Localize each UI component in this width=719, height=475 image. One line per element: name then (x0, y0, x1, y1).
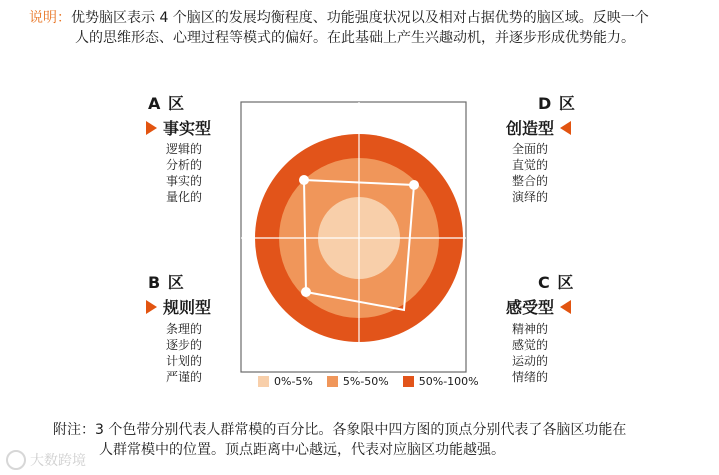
legend-item (258, 375, 313, 388)
zone-b-desc: 条理的逐步的计划的严谨的 (166, 322, 203, 384)
zone-c-code: C 区 (538, 273, 575, 292)
vertex-d (409, 180, 419, 190)
zone-d-code: D 区 (538, 94, 576, 113)
zone-c-type: 感受型 (506, 298, 555, 317)
legend-label: 50%-100% (418, 375, 479, 388)
legend-swatch (403, 376, 414, 387)
zone-a-desc: 逻辑的分析的事实的量化的 (166, 142, 203, 204)
note-label: 附注： (53, 422, 95, 438)
zone-b-code: B 区 (148, 273, 185, 292)
legend-label: 0%-5% (274, 375, 313, 388)
legend-swatch (258, 376, 269, 387)
zone-a-code: A 区 (148, 94, 185, 113)
zone-a-type: 事实型 (163, 119, 212, 138)
intro-line2: 人的思维形态、心理过程等模式的偏好。在此基础上产生兴趣动机，并逐步形成优势能力。 (75, 30, 635, 46)
legend-item (403, 375, 479, 388)
intro-label: 说明： (29, 10, 71, 26)
footnote (53, 420, 693, 460)
watermark-logo-icon (6, 450, 26, 470)
legend-item (327, 375, 389, 388)
zone-d-type: 创造型 (506, 119, 555, 138)
vertex-a (299, 175, 309, 185)
zone-c-desc: 精神的感觉的运动的情绪的 (512, 322, 549, 384)
zone-b-type: 规则型 (163, 298, 212, 317)
watermark (6, 450, 86, 470)
zone-d-desc: 全面的直觉的整合的演绎的 (512, 142, 549, 204)
legend-label: 5%-50% (342, 375, 389, 388)
legend-swatch (327, 376, 338, 387)
vertex-b (301, 287, 311, 297)
intro-line1: 优势脑区表示 4 个脑区的发展均衡程度、功能强度状况以及相对占据优势的脑区域。反映一个 (71, 10, 649, 26)
note-line1: 3 个色带分别代表人群常模的百分比。各象限中四方图的顶点分别代表了各脑区功能在 (95, 422, 627, 438)
note-line2: 人群常模中的位置。顶点距离中心越远，代表对应脑区功能越强。 (99, 442, 505, 458)
watermark-text: 大数跨境 (30, 453, 86, 469)
legend (258, 375, 479, 388)
